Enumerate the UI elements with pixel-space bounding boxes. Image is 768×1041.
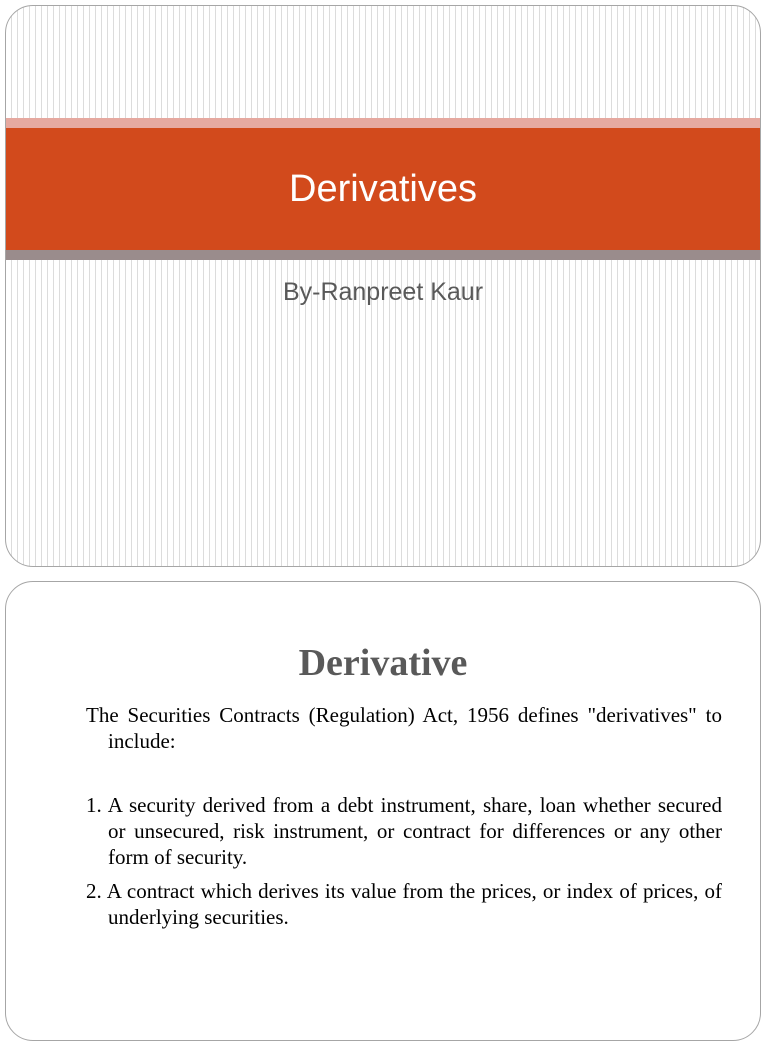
slide-subtitle: By-Ranpreet Kaur bbox=[282, 278, 484, 306]
list-item: 1. A security derived from a debt instrument, share, loan whether secured or unsecured, risk instrument, or contract for differences or any other form of security. bbox=[86, 793, 722, 869]
slide-body bbox=[86, 702, 722, 930]
list-item: 2. A contract which derives its value from the prices, or index of prices, of underlying securities. bbox=[86, 879, 722, 929]
intro-paragraph: The Securities Contracts (Regulation) Act, 1956 defines "derivatives" to include: bbox=[86, 703, 722, 753]
content-slide bbox=[5, 581, 761, 1041]
slide-heading: Derivative bbox=[298, 642, 468, 684]
title-slide bbox=[5, 5, 761, 567]
title-band-top-accent bbox=[6, 118, 760, 128]
slide-title: Derivatives bbox=[289, 168, 477, 210]
title-band-bottom-accent bbox=[6, 250, 760, 260]
